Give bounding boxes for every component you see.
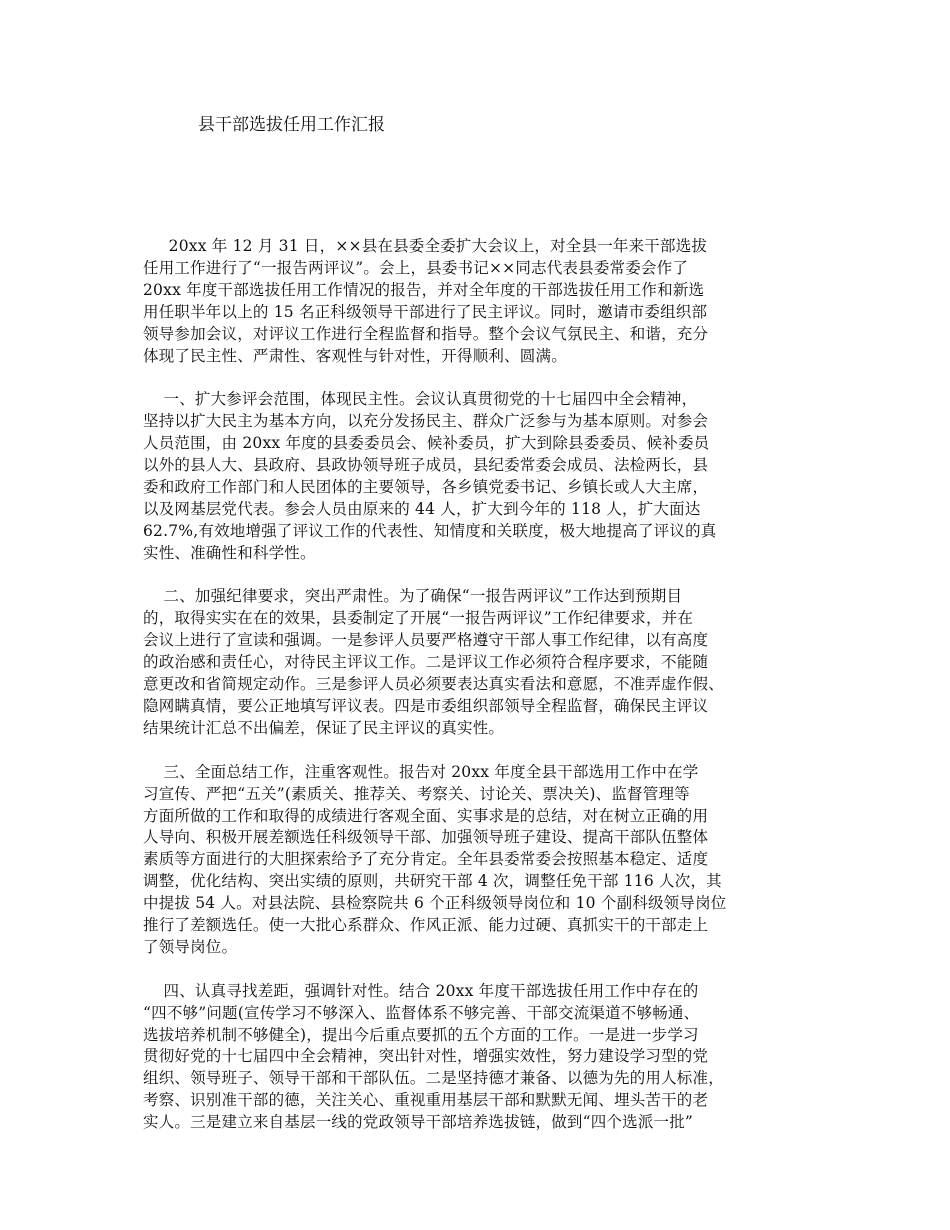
text-line: 隐网瞒真情，要公正地填写评议表。四是市委组织部领导全程监督，确保民主评议 [143, 697, 709, 715]
text-line: 实性、准确性和科学性。 [143, 543, 316, 562]
text-line: 实人。三是建立来自基层一线的党政领导干部培养选拔链，做到“四个选派一批” [143, 1113, 694, 1132]
text-line: 领导参加会议，对评议工作进行全程监督和指导。整个会议气氛民主、和谐，充分 [143, 324, 709, 343]
text-line: 二、加强纪律要求，突出严肃性。为了确保“一报告两评议”工作达到预期目 [143, 587, 683, 606]
text-line: 人员范围，由 20xx 年度的县委委员会、候补委员，扩大到除县委委员、候补委员 [143, 434, 710, 453]
paragraph [143, 389, 823, 564]
text-line: 组织、领导班子、领导干部和干部队伍。二是坚持德才兼备、以德为先的用人标准， [143, 1069, 724, 1088]
text-line: 四、认真寻找差距，强调针对性。结合 20xx 年度干部选拔任用工作中存在的 [143, 981, 699, 1000]
text-line: 坚持以扩大民主为基本方向，以充分发扬民主、群众广泛参与为基本原则。对参会 [143, 412, 709, 431]
text-line: 用任职半年以上的 15 名正科级领导干部进行了民主评议。同时，邀请市委组织部 [143, 302, 708, 321]
text-line: 人导向、积极开展差额选任科级领导干部、加强领导班子建设、提高干部队伍整体 [143, 828, 709, 847]
text-line: 中提拔 54 人。对县法院、县检察院共 6 个正科级领导岗位和 10 个副科级领导岗位 [143, 894, 727, 913]
text-line: 一、扩大参评会范围，体现民主性。会议认真贯彻党的十七届四中全会精神， [143, 390, 698, 409]
text-line: 素质等方面进行的大胆探索给予了充分肯定。全年县委常委会按照基本稳定、适度 [143, 850, 709, 869]
text-line: 方面所做的工作和取得的成绩进行客观全面、实事求是的总结，对在树立正确的用 [143, 806, 709, 825]
text-line: 调整，优化结构、突出实绩的原则，共研究干部 4 次，调整任免干部 116 人次，其 [143, 872, 722, 891]
paragraph [143, 981, 823, 1134]
paragraph [143, 762, 823, 959]
text-line: 的政治感和责任心，对待民主评议工作。二是评议工作必须符合程序要求，不能随 [143, 653, 709, 672]
document-body [143, 236, 823, 1156]
text-line: 选拔培养机制不够健全)，提出今后重点要抓的五个方面的工作。一是进一步学习 [143, 1025, 699, 1044]
text-line: 结果统计汇总不出偏差，保证了民主评议的真实性。 [143, 718, 505, 737]
document-title: 县干部选拔任用工作汇报 [198, 115, 385, 135]
text-line: 会议上进行了宣读和强调。一是参评人员要严格遵守干部人事工作纪律，以有高度 [143, 631, 709, 650]
text-line: 考察、识别准干部的德，关注关心、重视重用基层干部和默默无闻、埋头苦干的老 [143, 1091, 709, 1110]
text-line: 以外的县人大、县政府、县政协领导班子成员，县纪委常委会成员、法检两长，县 [143, 456, 709, 475]
text-line: 推行了差额选任。使一大批心系群众、作风正派、能力过硬、真抓实干的干部走上 [143, 916, 709, 935]
text-line: 习宣传、严把“五关”(素质关、推荐关、考察关、讨论关、票决关)、监督管理等 [143, 784, 690, 803]
text-line: 体现了民主性、严肃性、客观性与针对性，开得顺利、圆满。 [143, 346, 567, 365]
text-line: 委和政府工作部门和人民团体的主要领导，各乡镇党委书记、乡镇长或人大主席， [143, 477, 709, 496]
text-line: 的，取得实实在在的效果，县委制定了开展“一报告两评议”工作纪律要求，并在 [143, 609, 694, 628]
text-line: 20xx 年度干部选拔任用工作情况的报告，并对全年度的干部选拔任用工作和新选 [143, 280, 705, 299]
text-line: 20xx 年 12 月 31 日，××县在县委全委扩大会议上，对全县一年来干部选拔 [143, 237, 708, 255]
paragraph [143, 236, 823, 367]
text-line: 意更改和省简规定动作。三是参评人员必须要表达真实看法和意愿，不准弄虚作假、 [143, 675, 724, 694]
text-line: 三、全面总结工作，注重客观性。报告对 20xx 年度全县干部选用工作中在学 [143, 762, 699, 781]
text-line: 了领导岗位。 [143, 937, 238, 956]
text-line: 以及网基层党代表。参会人员由原来的 44 人，扩大到今年的 118 人，扩大面达 [143, 499, 701, 518]
paragraph [143, 586, 823, 739]
text-line: 62.7%,有效地增强了评议工作的代表性、知情度和关联度，极大地提高了评议的真 [143, 521, 717, 540]
text-line: 贯彻好党的十七届四中全会精神，突出针对性，增强实效性，努力建设学习型的党 [143, 1047, 709, 1066]
text-line: “四不够”问题(宣传学习不够深入、监督体系不够完善、干部交流渠道不够畅通、 [143, 1003, 700, 1022]
text-line: 任用工作进行了“一报告两评议”。会上，县委书记××同志代表县委常委会作了 [143, 258, 689, 277]
